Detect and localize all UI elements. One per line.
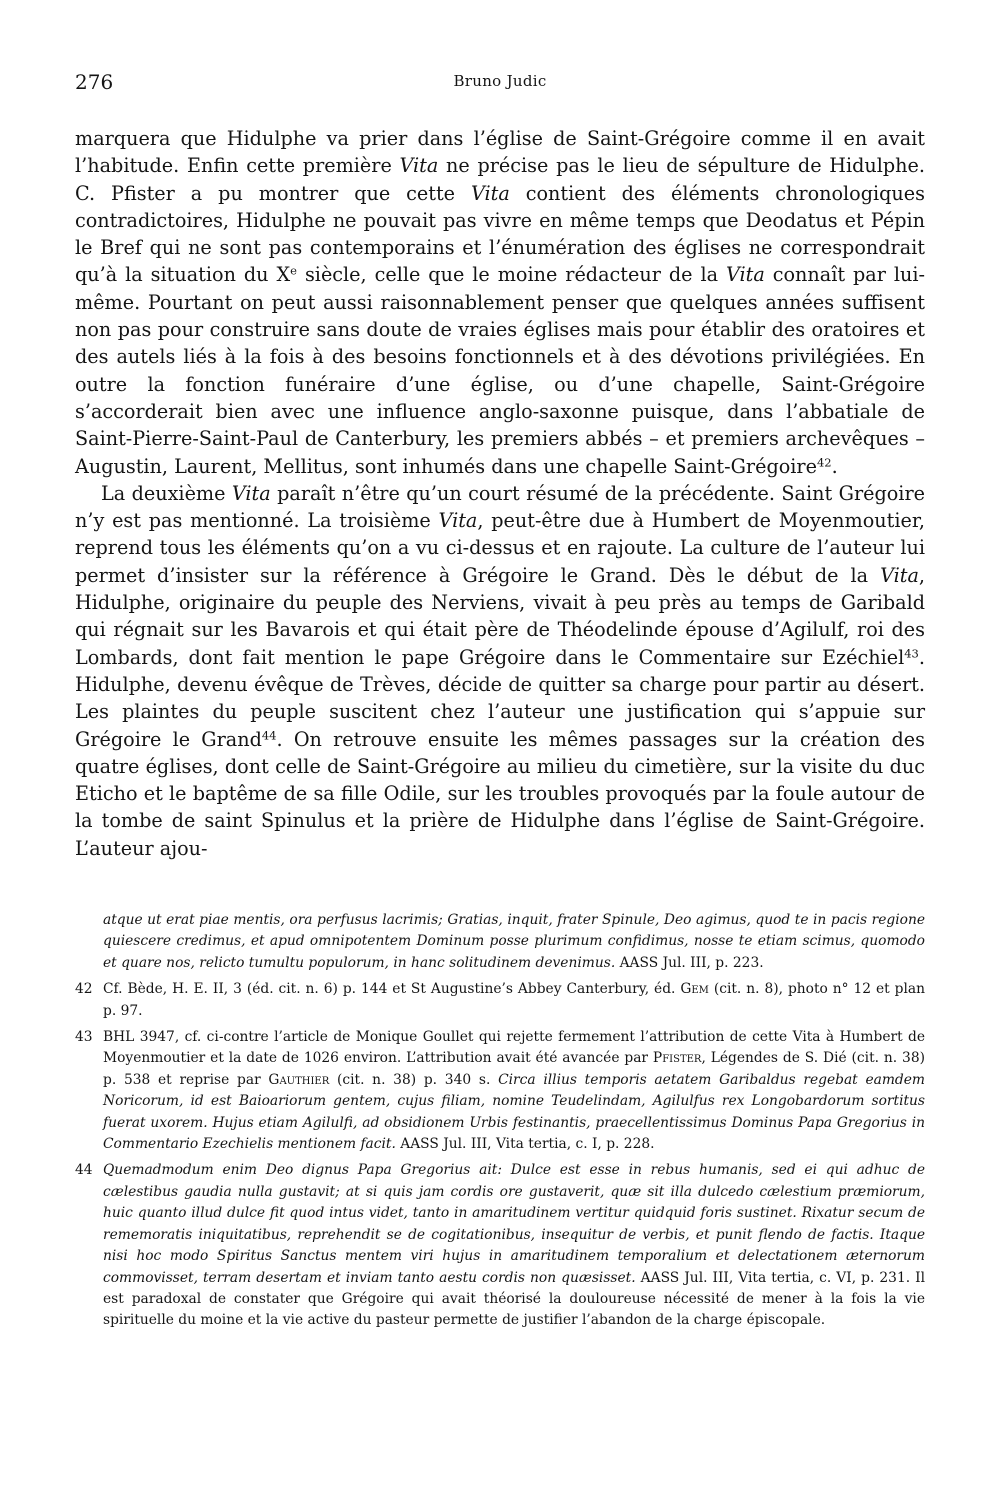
footnote-44: 44 Quemadmodum enim Deo dignus Papa Gregorius ait: Dulce est esse in rebus humanis, sed ei qui adhuc de cælestibus gaudia nulla gustavit; at si quis jam cordis ore gustaverit, quæ sit illa dulcedo cælestium præmiorum, huic quanto illud dulce fit quod intus videt, tanto in amaritudinem vertitur quidquid foris sustinet. Rixatur secum de rememoratis iniquitatibus, reprehendit se de cogitationibus, insequitur de verbis, et punit flendo de factis. Itaque nisi hoc modo Spiritus Sanctus mentem viri hujus in amaritudinem temporalium et delectationem æternorum commovisset, terram desertam et inviam tanto aestu cordis non quæsisset. AASS Jul. III, Vita tertia, c. VI, p. 231. Il est paradoxal de constater que Grégoire qui avait théorisé la douloureuse nécessité de mener à la fois la vie spirituelle du moine et la vie active du pasteur permette de justifier l’abandon de la charge épiscopale.: [75, 1162, 926, 1329]
footnote-number: 42: [75, 981, 93, 998]
footnote-ref-43[interactable]: 43: [904, 646, 919, 661]
footnotes: [75, 910, 925, 1337]
footnote-ref-44[interactable]: 44: [261, 728, 277, 743]
paragraph-2: La deuxième Vita paraît n’être qu’un court résumé de la précédente. Saint Grégoire n’y est pas mentionné. La troisième Vita, peut-être due à Humbert de Moyenmoutier, reprend tous les éléments qu’on a vu ci-dessus et en rajoute. La culture de l’auteur lui permet d’insister sur la référence à Grégoire le Grand. Dès le début de la Vita, Hidulphe, originaire du peuple des Nerviens, vivait à peu près au temps de Garibald qui régnait sur les Bavarois et qui était père de Théodelinde épouse d’Agilulf, roi des Lombards, dont fait mention le pape Grégoire dans le Commentaire sur Ezéchiel$^{43}$. Hidulphe, devenu évêque de Trèves, décide de quitter sa charge pour partir au désert. Les plaintes du peuple suscitent chez l’auteur une justification qui s’appuie sur Grégoire le Grand$^{44}$. On retrouve ensuite les mêmes passages sur la création des quatre églises, dont celle de Saint-Grégoire au milieu du cimetière, sur la visite du duc Eticho et le baptême de sa fille Odile, sur les troubles provoqués par la foule autour de la tombe de saint Spinulus et la prière de Hidulphe dans l’église de Saint-Grégoire. L’auteur ajou-: [75, 481, 926, 860]
footnote-43: 43 BHL 3947, cf. ci-contre l’article de Monique Goullet qui rejette fermement l’attribution de cette Vita à Humbert de Moyenmoutier et la date de 1026 environ. L’attribution avait été avancée par Pfister, Légendes de S. Dié (cit. n. 38) p. 538 et reprise par Gauthier (cit. n. 38) p. 340 s. Circa illius temporis aetatem Garibaldus regebat eamdem Noricorum, id est Baioariorum gentem, cujus filiam, nomine Teudelindam, Agilulfus rex Longobardorum sortitus fuerat uxorem. Hujus etiam Agilulfi, ad obsidionem Urbis festinantis, praecellentissimus Dominus Papa Gregorius in Commentario Ezechielis mentionem facit. AASS Jul. III, Vita tertia, c. I, p. 228.: [75, 1029, 926, 1153]
footnote-continuation: atque ut erat piae mentis, ora perfusus lacrimis; Gratias, inquit, frater Spinule, Deo agimus, quod te in pacis regione quiescere credimus, et apud omnipotentem Dominum posse plurimum confidimus, nosse te etiam scimus, quomodo et quare nos, relicto tumultu populorum, in hanc solitudinem devenimus. AASS Jul. III, p. 223.: [103, 912, 925, 971]
footnote-42: 42 Cf. Bède, H. E. II, 3 (éd. cit. n. 6) p. 144 et St Augustine’s Abbey Canterbury, éd. Gem (cit. n. 8), photo n° 12 et plan p. 97.: [75, 981, 925, 1019]
footnote-ref-42[interactable]: 42: [816, 455, 832, 470]
running-head: [75, 70, 925, 100]
paragraph-1: marquera que Hidulphe va prier dans l’église de Saint-Grégoire comme il en avait l’habitude. Enfin cette première Vita ne précise pas le lieu de sépulture de Hidulphe. C. Pfister a pu montrer que cette Vita contient des éléments chronologiques contradictoires, Hidulphe ne pouvait pas vivre en même temps que Deodatus et Pépin le Bref qui ne sont pas contemporains et l’énumération des églises ne correspondrait qu’à la situation du Xe siècle, celle que le moine rédacteur de la Vita connaît par lui-même. Pourtant on peut aussi raisonnablement penser que quelques années suffisent non pas pour construire sans doute de vraies églises mais pour établir des oratoires et des autels liés à la fois à des besoins fonctionnels et à des dévotions privilégiées. En outre la fonction funéraire d’une église, ou d’une chapelle, Saint-Grégoire s’accorderait bien avec une influence anglo-saxonne puisque, dans l’abbatiale de Saint-Pierre-Saint-Paul de Canterbury, les premiers abbés – et premiers archevêques – Augustin, Laurent, Mellitus, sont inhumés dans une chapelle Saint-Grégoire$^{42}$.: [75, 127, 926, 478]
main-text: [75, 125, 925, 862]
running-title: Bruno Judic: [453, 72, 547, 90]
page-number: 276: [75, 70, 114, 94]
footnote-number: 43: [75, 1029, 93, 1046]
footnote-number: 44: [75, 1162, 93, 1179]
